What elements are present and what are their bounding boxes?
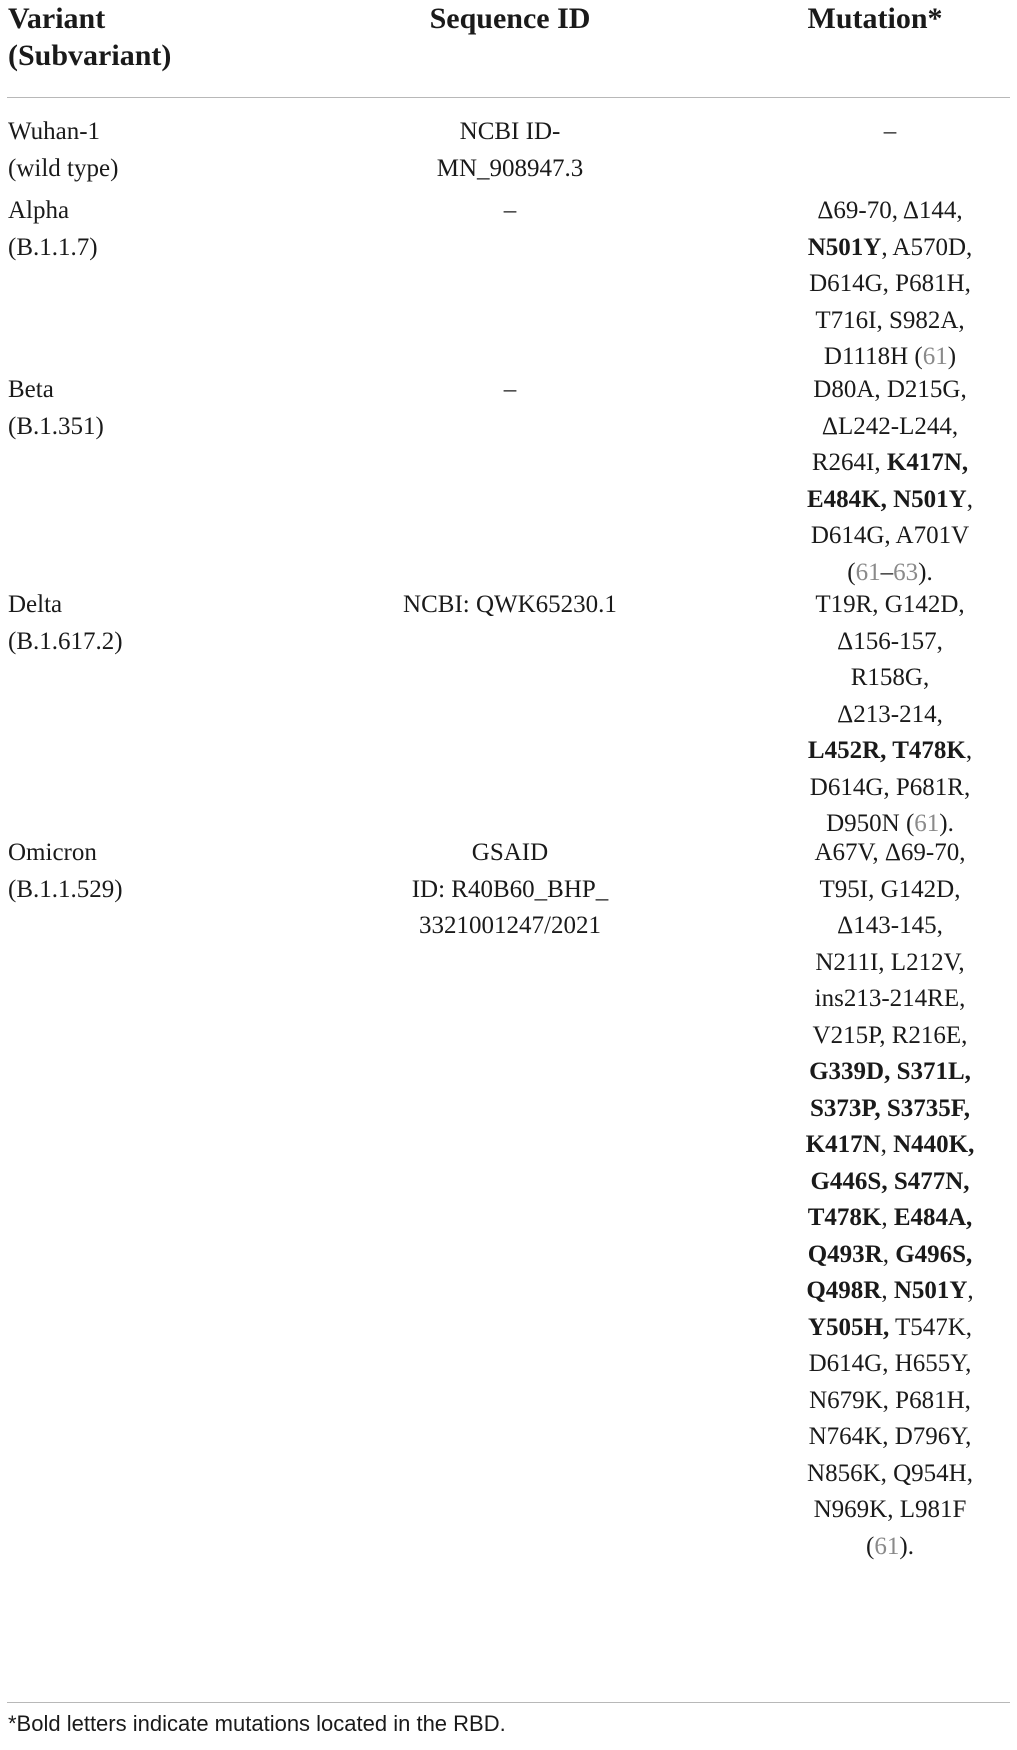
mutation-text: D614G, H655Y,	[808, 1350, 972, 1377]
footer-divider	[7, 1702, 1010, 1703]
sequence-id-cell	[345, 372, 675, 409]
mutation-text: V215P, R216E,	[812, 1021, 968, 1049]
mutation-line	[770, 624, 1010, 661]
variant-cell	[8, 114, 338, 187]
mutation-cell	[770, 587, 1010, 843]
mutation-text: Δ69-70, Δ144,	[817, 197, 963, 224]
mutation-line	[770, 1164, 1010, 1201]
rbd-mutation-text: Q498R	[806, 1277, 882, 1304]
rbd-mutation-text: L452R, T478K	[807, 737, 966, 764]
sequence-id-cell	[345, 193, 675, 230]
mutation-text: )	[947, 343, 957, 370]
sequence-id-text: –	[503, 376, 517, 403]
sequence-id-cell	[345, 587, 675, 624]
mutation-line	[770, 555, 1010, 592]
mutation-text: ,	[966, 485, 973, 513]
mutation-text: ,	[881, 1204, 894, 1231]
mutation-text: ,	[881, 1277, 894, 1304]
mutation-line	[770, 1419, 1010, 1456]
reference-citation[interactable]: 61	[922, 343, 948, 370]
variant-cell	[8, 587, 338, 660]
rbd-mutation-text: Q493R	[807, 1240, 883, 1268]
mutation-text: D614G, P681R,	[809, 773, 971, 801]
reference-citation[interactable]: 61	[914, 810, 940, 837]
subvariant-name: (B.1.1.7)	[8, 233, 98, 261]
rbd-mutation-text: S373P, S3735F,	[809, 1094, 970, 1122]
column-header-variant-line2: (Subvariant)	[8, 39, 172, 72]
mutation-line	[770, 981, 1010, 1018]
rbd-mutation-text: G496S,	[895, 1240, 973, 1268]
rbd-mutation-text: N501Y	[807, 233, 882, 261]
mutation-line	[770, 1018, 1010, 1055]
reference-citation[interactable]: 63	[893, 558, 919, 586]
mutation-cell	[770, 114, 1010, 151]
mutation-line	[770, 372, 1010, 409]
mutation-line	[770, 1310, 1010, 1347]
mutation-line	[770, 835, 1010, 872]
mutation-line	[770, 1346, 1010, 1383]
mutation-line	[770, 1383, 1010, 1420]
sequence-id-text: –	[503, 197, 517, 224]
mutation-line	[770, 1200, 1010, 1237]
mutation-text: ).	[918, 558, 933, 586]
rbd-mutation-text: N501Y	[893, 1277, 968, 1304]
mutation-text: ,	[965, 737, 973, 764]
mutation-line	[770, 1529, 1010, 1566]
variant-name: Omicron	[8, 839, 97, 866]
variant-name: Beta	[8, 376, 54, 403]
mutation-text: N969K, L981F	[813, 1496, 967, 1523]
variant-cell	[8, 193, 338, 266]
rbd-mutation-text: N440K,	[893, 1131, 975, 1158]
rbd-mutation-text: E484A,	[893, 1204, 973, 1231]
mutation-line	[770, 1456, 1010, 1493]
sequence-id-text: MN_908947.3	[436, 154, 584, 182]
mutation-line	[770, 660, 1010, 697]
column-header-variant	[8, 0, 308, 74]
mutation-line	[770, 1237, 1010, 1274]
mutation-line	[770, 733, 1010, 770]
mutation-text: N679K, P681H,	[809, 1386, 971, 1414]
sequence-id-text: GSAID	[471, 839, 549, 866]
mutation-text: ,	[967, 1277, 974, 1304]
mutation-line	[770, 114, 1010, 151]
sequence-id-cell	[345, 835, 675, 945]
mutation-text: N764K, D796Y,	[808, 1423, 972, 1450]
rbd-mutation-text: E484K, N501Y	[807, 485, 967, 513]
mutation-text: (	[847, 558, 856, 586]
mutation-cell	[770, 372, 1010, 591]
mutation-text: ,	[880, 1131, 894, 1158]
table-footnote: *Bold letters indicate mutations located in the RBD.	[8, 1711, 506, 1736]
mutation-text: N211I, L212V,	[815, 948, 965, 976]
mutation-text: D614G, P681H,	[809, 270, 971, 297]
mutation-cell	[770, 193, 1010, 376]
mutation-line	[770, 482, 1010, 519]
header-divider	[7, 97, 1010, 98]
mutation-text: –	[880, 558, 894, 586]
mutation-text: ,	[882, 1240, 896, 1268]
sequence-id-text: ID: R40B60_BHP_	[411, 875, 609, 903]
mutation-text: , A570D,	[881, 233, 973, 261]
rbd-mutation-text: Y505H,	[807, 1313, 890, 1341]
mutation-text: (	[866, 1532, 875, 1560]
mutation-line	[770, 1091, 1010, 1128]
mutation-line	[770, 266, 1010, 303]
column-header-mutation: Mutation*	[807, 2, 943, 35]
variant-name: Wuhan-1	[8, 118, 101, 145]
mutation-text: N856K, Q954H,	[807, 1459, 973, 1487]
rbd-mutation-text: K417N,	[886, 449, 969, 476]
mutation-line	[770, 872, 1010, 909]
mutation-text: D950N (	[826, 810, 915, 837]
mutation-line	[770, 1127, 1010, 1164]
sequence-id-cell	[345, 114, 675, 187]
subvariant-name: (wild type)	[8, 154, 119, 182]
mutation-text: D1118H (	[823, 343, 923, 370]
mutation-text: –	[883, 118, 897, 145]
reference-citation[interactable]: 61	[874, 1532, 900, 1560]
rbd-mutation-text: G339D, S371L,	[809, 1058, 971, 1085]
mutation-text: Δ143-145,	[837, 912, 943, 939]
sequence-id-text: 3321001247/2021	[419, 912, 601, 939]
mutation-text: Δ213-214,	[837, 700, 943, 728]
mutation-text: A67V, Δ69-70,	[814, 839, 966, 866]
mutation-text: D80A, D215G,	[813, 376, 967, 403]
mutation-text: ).	[939, 810, 954, 837]
mutation-line	[770, 518, 1010, 555]
subvariant-name: (B.1.617.2)	[8, 627, 123, 655]
rbd-mutation-text: T478K	[807, 1204, 882, 1231]
mutation-text: T716I, S982A,	[815, 306, 965, 334]
column-header-sequence-id: Sequence ID	[429, 2, 591, 35]
mutation-text: ΔL242-L244,	[821, 412, 959, 440]
column-header-variant-line1: Variant	[8, 2, 106, 35]
mutation-line	[770, 1492, 1010, 1529]
mutation-cell	[770, 835, 1010, 1565]
mutation-line	[770, 1273, 1010, 1310]
mutation-text: D614G, A701V	[810, 522, 970, 549]
mutation-text: ins213-214RE,	[814, 985, 966, 1012]
subvariant-name: (B.1.351)	[8, 412, 104, 440]
mutation-line	[770, 230, 1010, 267]
mutation-line	[770, 770, 1010, 807]
mutation-text: R158G,	[850, 664, 930, 691]
mutation-line	[770, 303, 1010, 340]
mutation-text: Δ156-157,	[837, 627, 943, 655]
mutation-line	[770, 1054, 1010, 1091]
mutation-text: R264I,	[811, 449, 887, 476]
mutation-line	[770, 587, 1010, 624]
rbd-mutation-text: K417N	[805, 1131, 881, 1158]
mutation-line	[770, 697, 1010, 734]
mutation-line	[770, 945, 1010, 982]
mutation-line	[770, 193, 1010, 230]
mutation-line	[770, 445, 1010, 482]
mutation-text: ).	[899, 1532, 914, 1560]
mutation-text: T547K,	[889, 1313, 973, 1341]
mutation-text: T95I, G142D,	[819, 875, 961, 903]
variant-cell	[8, 372, 338, 445]
mutation-line	[770, 409, 1010, 446]
subvariant-name: (B.1.1.529)	[8, 875, 123, 903]
variant-name: Alpha	[8, 197, 70, 224]
mutation-line	[770, 908, 1010, 945]
sequence-id-text: NCBI ID-	[459, 118, 561, 145]
mutation-line	[770, 339, 1010, 376]
variant-name: Delta	[8, 591, 63, 618]
rbd-mutation-text: G446S, S477N,	[810, 1167, 970, 1195]
variant-cell	[8, 835, 338, 908]
reference-citation[interactable]: 61	[855, 558, 881, 586]
mutation-text: T19R, G142D,	[815, 591, 965, 618]
sequence-id-text: NCBI: QWK65230.1	[403, 591, 617, 618]
